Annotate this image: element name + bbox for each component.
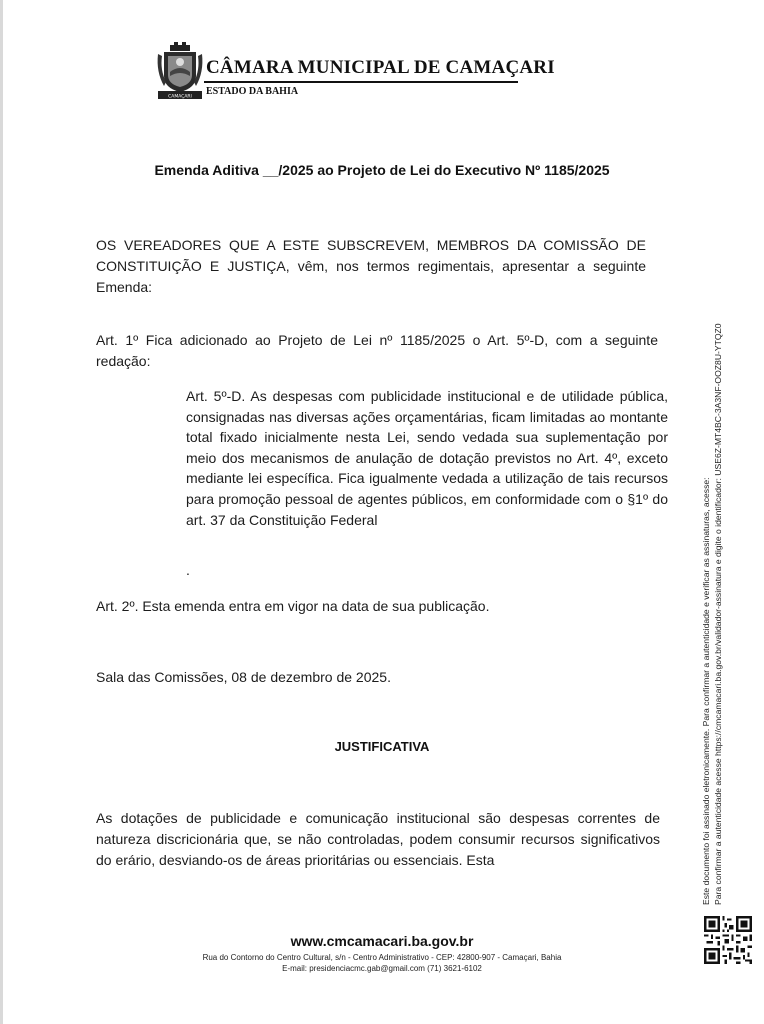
coat-of-arms-icon [156,42,204,100]
quoted-article-5d: Art. 5º-D. As despesas com publicidade institucional e de utilidade pública, consignadas nas diversas ações orçamentárias, ficam limitadas ao montante total fixado inicialmente nesta Lei, sendo vedada sua suplementação por meio dos mecanismos de anulação de dotação previstos no Art. 4º, exceto mediante lei específica. Fica igualmente vedada a utilização de tais recursos para promoção pessoal de agentes públicos, em conformidade com o §1º do art. 37 da Constituição Federal [186,388,668,528]
document-title: Emenda Aditiva __/2025 ao Projeto de Lei do Executivo Nº 1185/2025 [154,162,610,178]
verification-line-1: Este documento foi assinado eletronicamente. Para confirmar a autenticidade e verificar as assinaturas, acesse: [701,477,711,905]
signature-verification-stamp [700,225,748,905]
crest-motto: CAMAÇARI [168,94,192,100]
institution-state: ESTADO DA BAHIA [206,86,299,97]
place-date: Sala das Comissões, 08 de dezembro de 2025. [96,669,391,685]
justification-heading: JUSTIFICATIVA [334,739,430,754]
intro-paragraph: OS VEREADORES QUE A ESTE SUBSCREVEM, MEMBROS DA COMISSÃO DE CONSTITUIÇÃO E JUSTIÇA, vêm, nos termos regimentais, apresentar a seguinte Emenda: [96,237,646,295]
footer-address: Rua do Contorno do Centro Cultural, s/n - Centro Administrativo - CEP: 42800-907 - Camaçari, Bahia [202,953,562,962]
stray-dot: . [186,562,190,578]
article-2: Art. 2º. Esta emenda entra em vigor na data de sua publicação. [96,598,490,614]
letterhead [156,42,555,102]
institution-name: CÂMARA MUNICIPAL DE CAMAÇARI [206,57,555,78]
footer-website-link[interactable]: www.cmcamacari.ba.gov.br [290,933,474,949]
verification-line-2: Para confirmar a autenticidade acesse https://cmcamacari.ba.gov.br/validador-assinatura e digite o identificador: USE6Z-MT4BC-3A3NF-OOZ8U-YTQZ0 [713,323,723,905]
justification-paragraph: As dotações de publicidade e comunicação institucional são despesas correntes de natureza discricionária que, se não controladas, podem consumir recursos significativos do erário, desviando-os de áreas prioritárias ou essenciais. Esta [96,810,660,868]
header-divider [204,81,518,83]
footer-contact: E-mail: presidenciacmc.gab@gmail.com (71) 3621-6102 [282,964,482,973]
page-edge-shadow [0,0,3,1024]
article-1: Art. 1º Fica adicionado ao Projeto de Lei nº 1185/2025 o Art. 5º-D, com a seguinte redação: [96,332,658,369]
